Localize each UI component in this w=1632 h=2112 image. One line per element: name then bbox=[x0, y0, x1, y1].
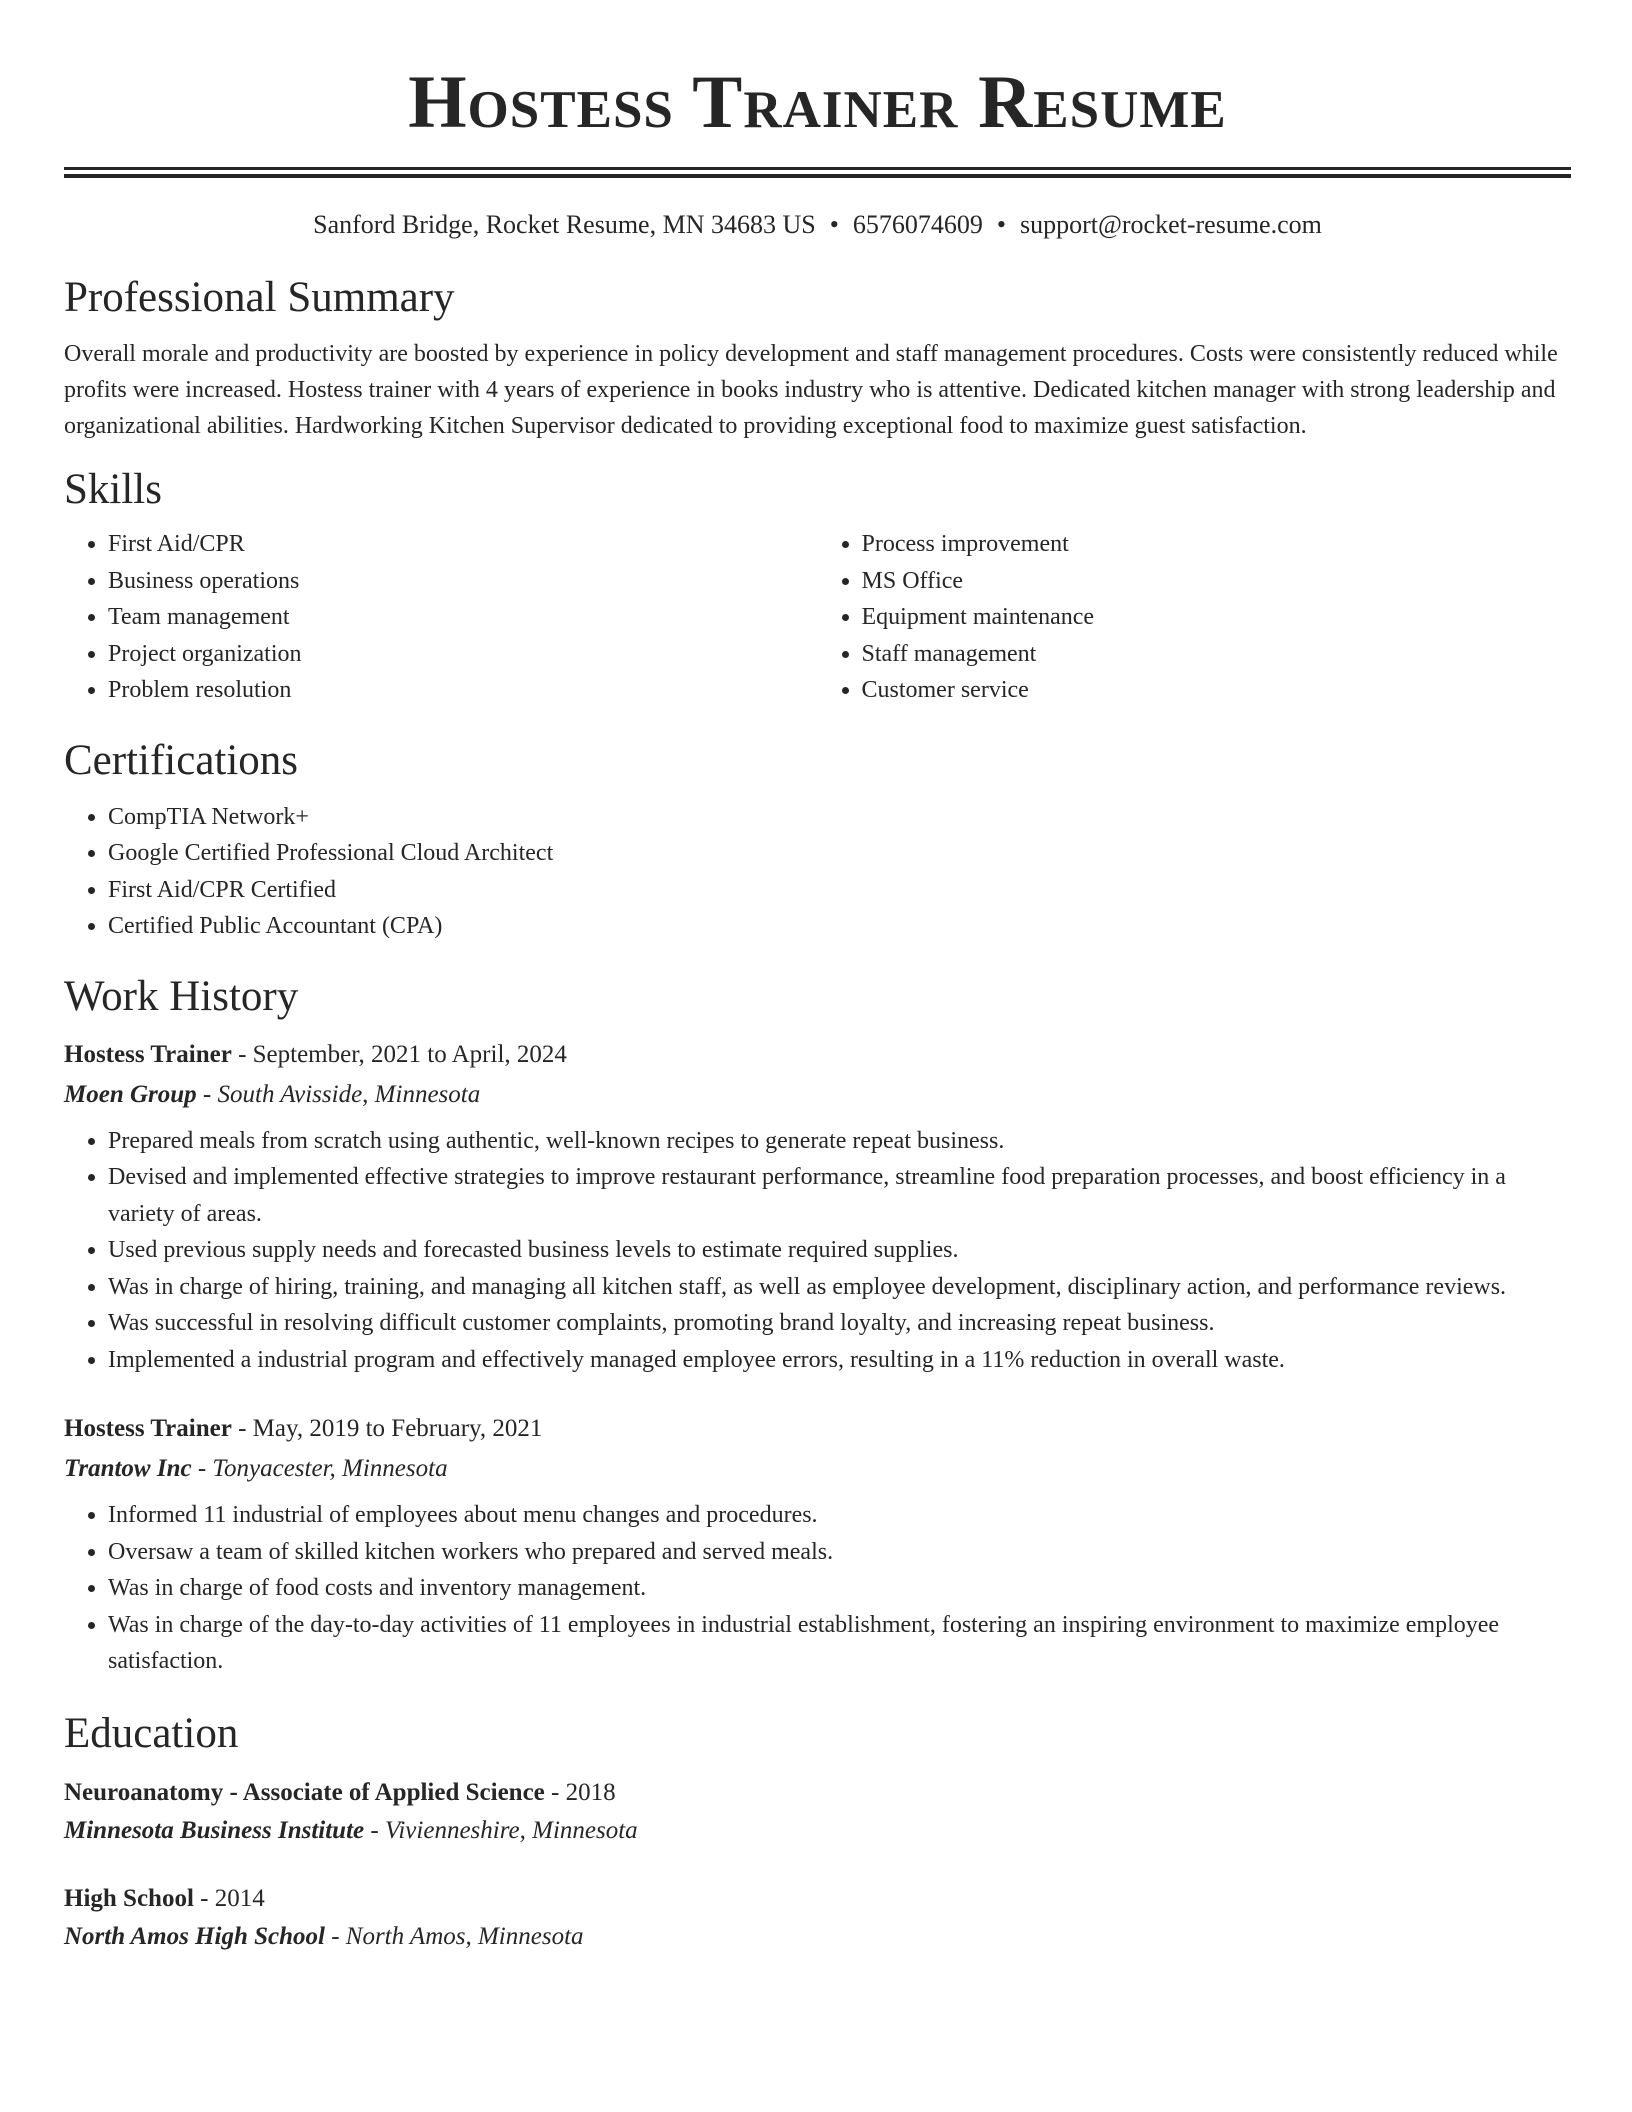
education-institution-line bbox=[64, 1812, 1571, 1850]
title-rule-bottom bbox=[64, 174, 1571, 178]
education-heading: Education bbox=[64, 1709, 239, 1757]
summary-section bbox=[64, 272, 1571, 444]
work-history-section bbox=[64, 971, 1571, 1680]
job-duty: • Oversaw a team of skilled kitchen workers who prepared and served meals. bbox=[108, 1534, 1571, 1571]
job-company: Trantow Inc bbox=[64, 1455, 192, 1482]
certification-item: • CompTIA Network+ bbox=[108, 799, 1571, 836]
education-institution: North Amos High School bbox=[64, 1922, 325, 1950]
education-entry bbox=[64, 1774, 1571, 1850]
job-company: Moen Group bbox=[64, 1080, 197, 1108]
skills-section bbox=[64, 464, 1571, 709]
skill-item: • Equipment maintenance bbox=[862, 599, 1572, 636]
contact-line bbox=[64, 208, 1571, 242]
certification-item: • First Aid/CPR Certified bbox=[108, 872, 1571, 909]
skill-item: • MS Office bbox=[862, 563, 1572, 600]
job-company-line bbox=[64, 1449, 1571, 1489]
job-title-line bbox=[64, 1035, 1571, 1075]
title-rule-top bbox=[64, 167, 1571, 170]
skill-item: • Staff management bbox=[862, 636, 1572, 673]
education-degree: Neuroanatomy - Associate of Applied Science bbox=[64, 1778, 545, 1806]
skill-item: • Customer service bbox=[862, 672, 1572, 709]
skill-item: • First Aid/CPR bbox=[108, 526, 818, 563]
job-duty: • Devised and implemented effective strategies to improve restaurant performance, streamline food preparation processes, and boost efficiency in a variety of areas. bbox=[108, 1159, 1571, 1232]
job-company-line bbox=[64, 1075, 1571, 1115]
skill-item: • Team management bbox=[108, 599, 818, 636]
certifications-list bbox=[64, 799, 1571, 945]
education-year: - 2018 bbox=[544, 1778, 616, 1806]
job-duty: • Was in charge of the day-to-day activities of 11 employees in industrial establishment, fostering an inspiring environment to maximize employee satisfaction. bbox=[108, 1607, 1571, 1680]
contact-email: support@rocket-resume.com bbox=[1019, 210, 1322, 239]
job-duty: • Implemented a industrial program and effectively managed employee errors, resulting in a 11% reduction in overall waste. bbox=[108, 1342, 1571, 1379]
skills-columns bbox=[64, 526, 1571, 709]
education-institution-line bbox=[64, 1918, 1571, 1956]
job-location: - South Avisside, Minnesota bbox=[196, 1080, 481, 1108]
job-title-line bbox=[64, 1409, 1571, 1449]
resume-content bbox=[64, 0, 1571, 1956]
contact-address: Sanford Bridge, Rocket Resume, MN 34683 US bbox=[313, 210, 816, 239]
skill-item: • Process improvement bbox=[862, 526, 1572, 563]
education-entry bbox=[64, 1880, 1571, 1956]
education-degree-line bbox=[64, 1774, 1571, 1812]
skill-item: • Project organization bbox=[108, 636, 818, 673]
education-institution: Minnesota Business Institute bbox=[64, 1816, 365, 1844]
skill-item: • Problem resolution bbox=[108, 672, 818, 709]
education-degree: High School bbox=[64, 1884, 194, 1912]
contact-separator: • bbox=[829, 210, 839, 239]
summary-heading: Professional Summary bbox=[64, 274, 455, 321]
resume-title: Hostess Trainer Resume bbox=[408, 61, 1227, 144]
job-duty: • Prepared meals from scratch using authentic, well-known recipes to generate repeat business. bbox=[108, 1123, 1571, 1160]
contact-separator: • bbox=[996, 210, 1006, 239]
education-location: - Vivienneshire, Minnesota bbox=[364, 1816, 638, 1844]
job-duty: • Was in charge of hiring, training, and managing all kitchen staff, as well as employee development, disciplinary action, and performance reviews. bbox=[108, 1269, 1571, 1306]
job-duty: • Informed 11 industrial of employees about menu changes and procedures. bbox=[108, 1497, 1571, 1534]
summary-text: Overall morale and productivity are boosted by experience in policy development and staff management procedures. Costs were consistently reduced while profits were increased. Hostess trainer with 4 years of experience in books industry who is attentive. Dedicated kitchen manager with strong leadership and organizational abilities. Hardworking Kitchen Supervisor dedicated to providing exceptional food to maximize guest satisfaction. bbox=[64, 341, 1558, 439]
contact-phone: 6576074609 bbox=[852, 210, 983, 239]
skills-heading: Skills bbox=[64, 466, 162, 513]
skill-item: • Business operations bbox=[108, 563, 818, 600]
job-duty: • Used previous supply needs and forecasted business levels to estimate required supplies. bbox=[108, 1232, 1571, 1269]
job-title: Hostess Trainer bbox=[64, 1040, 232, 1068]
skills-list-right bbox=[818, 526, 1572, 709]
job-entry bbox=[64, 1035, 1571, 1379]
job-duties-list bbox=[64, 1123, 1571, 1379]
education-year: - 2014 bbox=[193, 1884, 265, 1912]
job-entry bbox=[64, 1409, 1571, 1680]
education-section bbox=[64, 1708, 1571, 1956]
job-location: - Tonyacester, Minnesota bbox=[191, 1455, 448, 1482]
education-degree-line bbox=[64, 1880, 1571, 1918]
job-duty: • Was in charge of food costs and inventory management. bbox=[108, 1570, 1571, 1607]
job-dates: - September, 2021 to April, 2024 bbox=[231, 1040, 567, 1068]
skills-list-left bbox=[64, 526, 818, 709]
certification-item: • Google Certified Professional Cloud Architect bbox=[108, 835, 1571, 872]
education-location: - North Amos, Minnesota bbox=[324, 1922, 584, 1950]
certification-item: • Certified Public Accountant (CPA) bbox=[108, 908, 1571, 945]
job-title: Hostess Trainer bbox=[64, 1415, 232, 1442]
work-history-heading: Work History bbox=[64, 972, 299, 1020]
job-duty: • Was successful in resolving difficult customer complaints, promoting brand loyalty, and increasing repeat business. bbox=[108, 1305, 1571, 1342]
job-duties-list bbox=[64, 1497, 1571, 1680]
certifications-heading: Certifications bbox=[64, 736, 299, 784]
job-dates: - May, 2019 to February, 2021 bbox=[231, 1415, 543, 1442]
certifications-section bbox=[64, 735, 1571, 945]
